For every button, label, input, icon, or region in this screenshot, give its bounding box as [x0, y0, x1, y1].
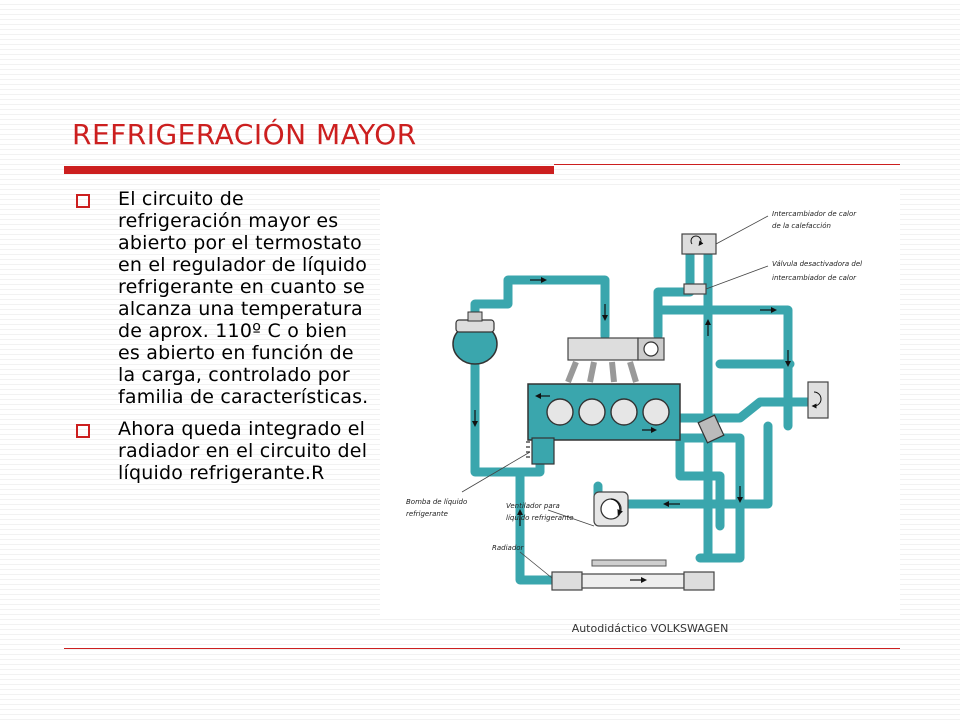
slide-title: REFRIGERACIÓN MAYOR: [72, 118, 417, 151]
coolant-fan: [594, 492, 628, 526]
intake-manifold: [568, 338, 664, 382]
square-bullet-icon: [76, 424, 90, 438]
label-valve: Válvula desactivadora del: [772, 260, 863, 268]
cooling-circuit-svg: [380, 186, 900, 618]
title-underline-thick: [64, 166, 554, 174]
label-pump: Bomba de líquido: [406, 498, 468, 506]
bullet-text: El circuito de refrigeración mayor es abierto por el termostato en el regulador de líquido refrigerante en cuanto se alcanza una temperatura de aprox. 110º C o bien es abierto en función de la carga, controlado por familia de características.: [118, 188, 369, 408]
label-valve-2: intercambiador de calor: [772, 274, 856, 282]
cooling-circuit-diagram: [380, 186, 900, 618]
label-heat-exchanger: Intercambiador de calor: [772, 210, 857, 218]
figure-caption: Autodidáctico VOLKSWAGEN: [571, 622, 729, 635]
footer-rule: [64, 648, 900, 649]
square-bullet-icon: [76, 194, 90, 208]
bullet-item: [74, 188, 374, 408]
label-fan-2: líquido refrigerante: [506, 514, 574, 522]
bullet-item: [74, 418, 374, 484]
engine-block: [528, 384, 680, 440]
expansion-tank: [453, 312, 497, 364]
label-radiator: Radiador: [492, 544, 524, 552]
pipe-radiator-return: [520, 472, 555, 580]
bullet-list: [74, 188, 374, 494]
bullet-text: Ahora queda integrado el radiador en el circuito del líquido refrigerante.R: [118, 418, 368, 484]
label-heat-exchanger-2: de la calefacción: [772, 222, 831, 230]
auxiliary-reservoir: [808, 382, 828, 418]
pipe-thermostat-down: [680, 438, 720, 526]
radiator: [552, 560, 714, 590]
shutoff-valve: [684, 284, 706, 294]
coolant-pump: [526, 438, 554, 464]
label-pump-2: refrigerante: [406, 510, 448, 518]
title-underline-thin: [554, 164, 900, 165]
label-fan: Ventilador para: [506, 502, 560, 510]
